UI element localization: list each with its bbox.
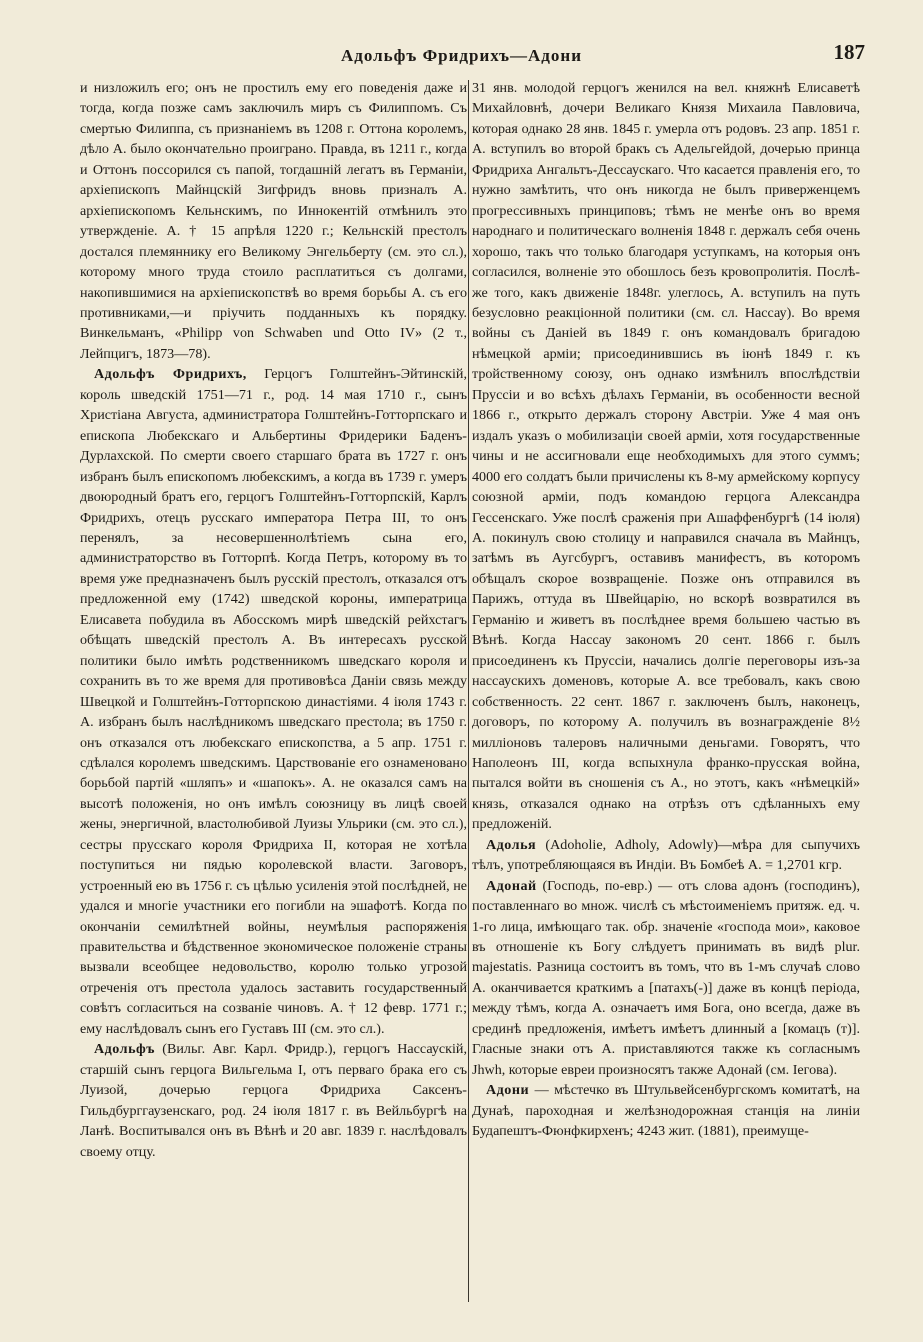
page-header [0,38,923,72]
entry-headword: Адонай [486,877,537,894]
entry-headword: Адольфъ Фридрихъ, [94,366,247,383]
running-title: Адольфъ Фридрихъ—Адони [340,46,583,65]
entry-continuation-paragraph: 31 янв. молодой герцогъ женился на вел. княжнѣ Елисаветѣ Михайловнѣ, дочери Великаго Князя Михаила Павловича, которая однако 28 янв. 1845 г. умерла отъ родовъ. 23 апр. 1851 г. А. вступилъ во второй бракъ съ Адельгейдой, дочерью принца Фридриха Ангальтъ-Дессаускаго. Что касается правленія его, то нужно замѣтить, что онъ никогда не былъ приверженцемъ прогрессивныхъ принциповъ; тѣмъ не менѣе онъ во время народнаго и политическаго волненія 1848 г. держалъ себя очень хорошо, такъ что только благодаря уступкамъ, на которыя онъ согласился, волненіе это обошлось безъ кровопролитія. Послѣ-же того, какъ движеніе 1848г. улеглось, А. вступилъ на путь безусловно реакціонной политики (см. сл. Нассау). Во время войны съ Даніей въ 1849 г. онъ командовалъ бригадою нѣмецкой арміи; присоединившись въ іюнѣ 1849 г. къ тройственному союзу, онъ однако измѣнилъ впослѣдствіи Пруссіи и во всѣхъ дѣлахъ Германіи, въ особенности весной 1866 г., открыто держалъ сторону Австріи. Уже 4 мая онъ издалъ указъ о мобилизаціи своей арміи, хотя государственные чины и не ассигновали еще необходимыхъ для этого суммъ; 4000 его солдатъ были причислены къ 8-му армейскому корпусу союзной арміи, подъ командою герцога Александра Гессенскаго. Уже послѣ сраженія при Ашаффенбургѣ (14 іюля) А. покинулъ свою столицу и направился сначала въ Майнцъ, затѣмъ въ Аугсбургъ, оставивъ манифестъ, въ которомъ обѣщалъ скорое возвращеніе. Позже онъ отправился въ Парижъ, оттуда въ Швейцарію, но вскорѣ возвратился въ Германію и живетъ въ послѣднее время большею частью въ Вѣнѣ. Когда Нассау закономъ 20 сент. 1866 г. былъ присоединенъ къ Пруссіи, начались долгіе переговоры изъ-за нассаускихъ доменовъ, которые А. все требовалъ, какъ свою собственность. 22 сент. 1867 г. заключенъ былъ, наконецъ, договоръ, по которому А. получилъ въ вознагражденіе 8½ милліоновъ талеровъ наличными деньгами. Говорятъ, что Наполеонъ III, когда вспыхнула франко-прусская война, пытался войти въ сношенія съ А., но этотъ, какъ «нѣмецкій» князь, отказался однако на отрѣзъ отъ сдѣланныхъ ему предложеній. [472,80,860,833]
entry-adonai [472,876,860,1081]
entry-adolf-friedrich [80,364,467,1039]
entry-headword: Адольфъ [94,1041,155,1058]
entry-headword: Адони [486,1082,530,1099]
entry-adolf-nassau [80,1039,467,1162]
page-number: 187 [833,40,865,64]
entry-continuation-paragraph: и низложилъ его; онъ не простилъ ему его поведенія даже и тогда, когда позже самъ заключилъ миръ съ Филиппомъ. Съ смертью Филиппа, съ признаніемъ въ 1208 г. Оттона королемъ, дѣло А. было окончательно проиграно. Правда, въ 1211 г., когда и Оттонъ поссорился съ папой, тогдашній легатъ въ Германіи, архіепископъ Майнцскій Зигфридъ вновь призналъ А. архіепископомъ Кельнскимъ, по Иннокентій отмѣнилъ это утвержденіе. А. † 15 апрѣля 1220 г.; Кельнскій престолъ достался племяннику его Великому Энгельберту (см. это сл.), которому много труда стоило расплатиться съ долгами, накопившимися на архіепископствѣ во время борьбы А. съ его противниками,—и пріучить подданныхъ къ порядку. Винкельманъ, «Philipp von Schwaben und Otto IV» (2 т., Лейпцигъ, 1873—78). [80,80,467,362]
entry-adolya [472,835,860,876]
left-column [80,78,467,1306]
entry-body: — мѣстечко въ Штульвейсенбургскомъ комитатѣ, на Дунаѣ, пароходная и желѣзнодорожная станція на линіи Будапештъ-Фюнфкирхенъ; 4243 жит. (1881), преимуще- [472,1082,860,1140]
entry-body: (Вильг. Авг. Карл. Фридр.), герцогъ Нассаускій, старшій сынъ герцога Вильгельма I, отъ перваго брака его съ Луизой, дочерью герцога Фридриха Саксенъ-Гильдбурггаузенскаго, род. 24 іюля 1817 г. въ Вейльбургѣ на Ланѣ. Воспитывался онъ въ Вѣнѣ и 20 авг. 1839 г. наслѣдовалъ своему отцу. [80,1041,467,1160]
right-column [472,78,860,1306]
entry-headword: Адолья [486,836,537,853]
column-divider [468,80,469,1302]
entry-body: (Господь, по-евр.) — отъ слова адонъ (господинъ), поставленнаго во множ. числѣ съ мѣстоименіемъ притяж. ед. ч. 1-го лица, имѣющаго так. обр. значеніе «господа мои», каковое въ отношеніе къ Богу слѣдуетъ принимать въ видѣ plur. majestatis. Разница состоитъ въ томъ, что въ 1-мъ случаѣ слово А. оканчивается краткимъ а [патахъ(-)] даже въ концѣ періода, между тѣмъ, когда А. означаетъ имя Бога, оно всегда, даже въ срединѣ предложенія, имѣетъ имѣетъ длинный а [комацъ (т)]. Гласные знаки отъ А. приставляются также къ согласнымъ Jhwh, которые евреи произносятъ также Адонай (см. Іегова). [472,877,860,1078]
entry-body: Герцогъ Голштейнъ-Эйтинскій, король шведскій 1751—71 г., род. 14 мая 1710 г., сынъ Христіана Августа, администратора Голштейнъ-Готторпскаго и епископа Любекскаго и Альбертины Фридерики Баденъ-Дурлахской. По смерти своего старшаго брата въ 1727 г. онъ избранъ былъ епископомъ любекскимъ, а когда въ 1739 г. умеръ двоюродный братъ его, герцогъ Голштейнъ-Готторпскій, Карлъ Фридрихъ, отецъ русскаго императора Петра III, то онъ перенялъ, за несовершеннолѣтіемъ сына его, администраторство въ Готторпѣ. Когда Петръ, которому въ то время уже предназначенъ былъ русскій престолъ, отказался отъ предложенной ему (1742) шведской короны, императрица Елисавета побудила въ Абосскомъ мирѣ шведскій рейхстагъ обѣщать шведскій престолъ А. Въ интересахъ русской политики было имѣть родственникомъ шведскаго короля и сохранить въ то же время для противовѣса Даніи связь между Швецкой и Голштейнъ-Готторпскою династіями. 4 іюля 1743 г. А. избранъ былъ наслѣдникомъ шведскаго престола; въ 1750 г. онъ отказался отъ любекскаго епископства, а 5 апр. 1751 г. сдѣлался королемъ шведскимъ. Царствованіе его ознаменовано борьбой партій «шляпъ» и «шапокъ». А. не оказался самъ на высотѣ положенія, но онъ имѣлъ союзницу въ лицѣ своей жены, энергичной, властолюбивой Луизы Ульрики (см. это сл.), сестры прусскаго короля Фридриха II, которая не хотѣла поступиться ни пядью королевской власти. Заговоръ, устроенный ею въ 1756 г. съ цѣлью усиленія этой послѣдней, не удался и многіе участники его погибли на эшафотѣ. Когда по окончаніи семилѣтней войны, неумѣлыя распоряженія правительства и бѣдственное экономическое положеніе страны вызвали всеобщее недовольство, королю только угрозой отреченія отъ престола удалось заставить государственный совѣтъ согласиться на созваніе чиновъ. А. † 12 февр. 1771 г.; ему наслѣдовалъ сынъ его Густавъ III (см. это сл.). [80,366,467,1037]
entry-body: (Adoholie, Adholy, Adowly)—мѣра для сыпучихъ тѣлъ, употребляющаяся въ Индіи. Въ Бомбеѣ А. = 1,2701 кгр. [472,836,860,874]
entry-adoni [472,1080,860,1141]
